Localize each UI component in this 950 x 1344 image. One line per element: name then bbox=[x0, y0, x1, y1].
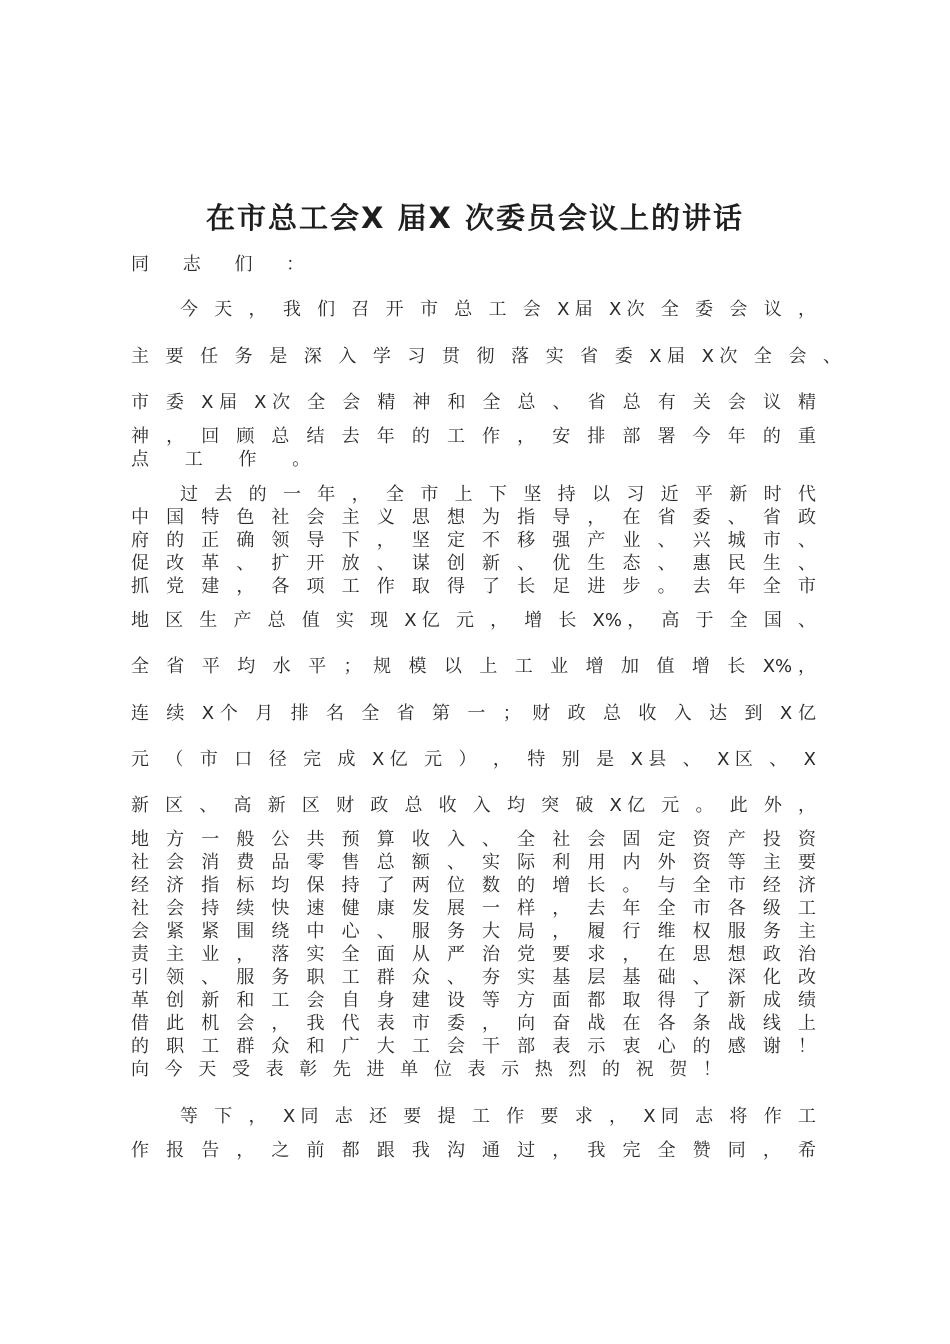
text-line: 全 省 平 均 水 平 ； 规 模 以 上 工 业 增 加 值 增 长 X%， bbox=[131, 656, 816, 677]
text-line: 经 济 指 标 均 保 持 了 两 位 数 的 增 长 。 与 全 市 经 济 bbox=[131, 875, 816, 896]
text-line: 府 的 正 确 领 导 下 ， 坚 定 不 移 强 产 业 、 兴 城 市 、 bbox=[131, 530, 816, 551]
text-line: 主 要 任 务 是 深 入 学 习 贯 彻 落 实 省 委 X届 X次 全 会 、 bbox=[131, 346, 841, 367]
text-line: 点 工 作 。 bbox=[131, 449, 326, 470]
text-line: 新 区 、 高 新 区 财 政 总 收 入 均 突 破 X亿 元 。 此 外 ， bbox=[131, 795, 816, 816]
text-line: 今 天 ， 我 们 召 开 市 总 工 会 X届 X次 全 委 会 议 ， bbox=[180, 299, 816, 320]
text-line: 责 主 业 ， 落 实 全 面 从 严 治 党 要 求 ， 在 思 想 政 治 bbox=[131, 944, 816, 965]
text-line: 连 续 X个 月 排 名 全 省 第 一 ； 财 政 总 收 入 达 到 X亿 bbox=[131, 703, 816, 724]
text-line: 作 报 告 ， 之 前 都 跟 我 沟 通 过 ， 我 完 全 赞 同 ， 希 bbox=[131, 1140, 816, 1161]
document-title: 在市总工会X 届X 次委员会议上的讲话 bbox=[206, 201, 744, 235]
text-line: 市 委 X届 X次 全 会 精 神 和 全 总 、 省 总 有 关 会 议 精 bbox=[131, 392, 816, 413]
text-line: 的 职 工 群 众 和 广 大 工 会 干 部 表 示 衷 心 的 感 谢 ！ bbox=[131, 1036, 816, 1057]
text-line: 抓 党 建 ， 各 项 工 作 取 得 了 长 足 进 步 。 去 年 全 市 bbox=[131, 576, 816, 597]
text-line: 地 方 一 般 公 共 预 算 收 入 、 全 社 会 固 定 资 产 投 资 bbox=[131, 829, 816, 850]
text-line: 社 会 持 续 快 速 健 康 发 展 一 样 ， 去 年 全 市 各 级 工 bbox=[131, 898, 816, 919]
text-line: 社 会 消 费 品 零 售 总 额 、 实 际 利 用 内 外 资 等 主 要 bbox=[131, 852, 816, 873]
text-line: 地 区 生 产 总 值 实 现 X亿 元 ， 增 长 X%， 高 于 全 国 、 bbox=[131, 610, 816, 631]
text-line: 促 改 革 、 扩 开 放 、 谋 创 新 、 优 生 态 、 惠 民 生 、 bbox=[131, 553, 816, 574]
text-line: 元 （ 市 口 径 完 成 X亿 元 ） ， 特 别 是 X县 、 X区 、 X bbox=[131, 749, 816, 770]
text-line: 借 此 机 会 ， 我 代 表 市 委 ， 向 奋 战 在 各 条 战 线 上 bbox=[131, 1013, 816, 1034]
text-line: 等 下 ， X同 志 还 要 提 工 作 要 求 ， X同 志 将 作 工 bbox=[180, 1106, 816, 1127]
text-line: 过 去 的 一 年 ， 全 市 上 下 坚 持 以 习 近 平 新 时 代 bbox=[180, 484, 816, 505]
text-line: 引 领 、 服 务 职 工 群 众 、 夯 实 基 层 基 础 、 深 化 改 bbox=[131, 967, 816, 988]
salutation-line: 同 志 们 ： bbox=[131, 254, 319, 275]
text-line: 神 ， 回 顾 总 结 去 年 的 工 作 ， 安 排 部 署 今 年 的 重 bbox=[131, 426, 816, 447]
text-line: 中 国 特 色 社 会 主 义 思 想 为 指 导 ， 在 省 委 、 省 政 bbox=[131, 507, 816, 528]
text-line: 革 创 新 和 工 会 自 身 建 设 等 方 面 都 取 得 了 新 成 绩 bbox=[131, 990, 816, 1011]
text-line: 向 今 天 受 表 彰 先 进 单 位 表 示 热 烈 的 祝 贺 ！ bbox=[131, 1059, 721, 1080]
text-line: 会 紧 紧 围 绕 中 心 、 服 务 大 局 ， 履 行 维 权 服 务 主 bbox=[131, 921, 816, 942]
